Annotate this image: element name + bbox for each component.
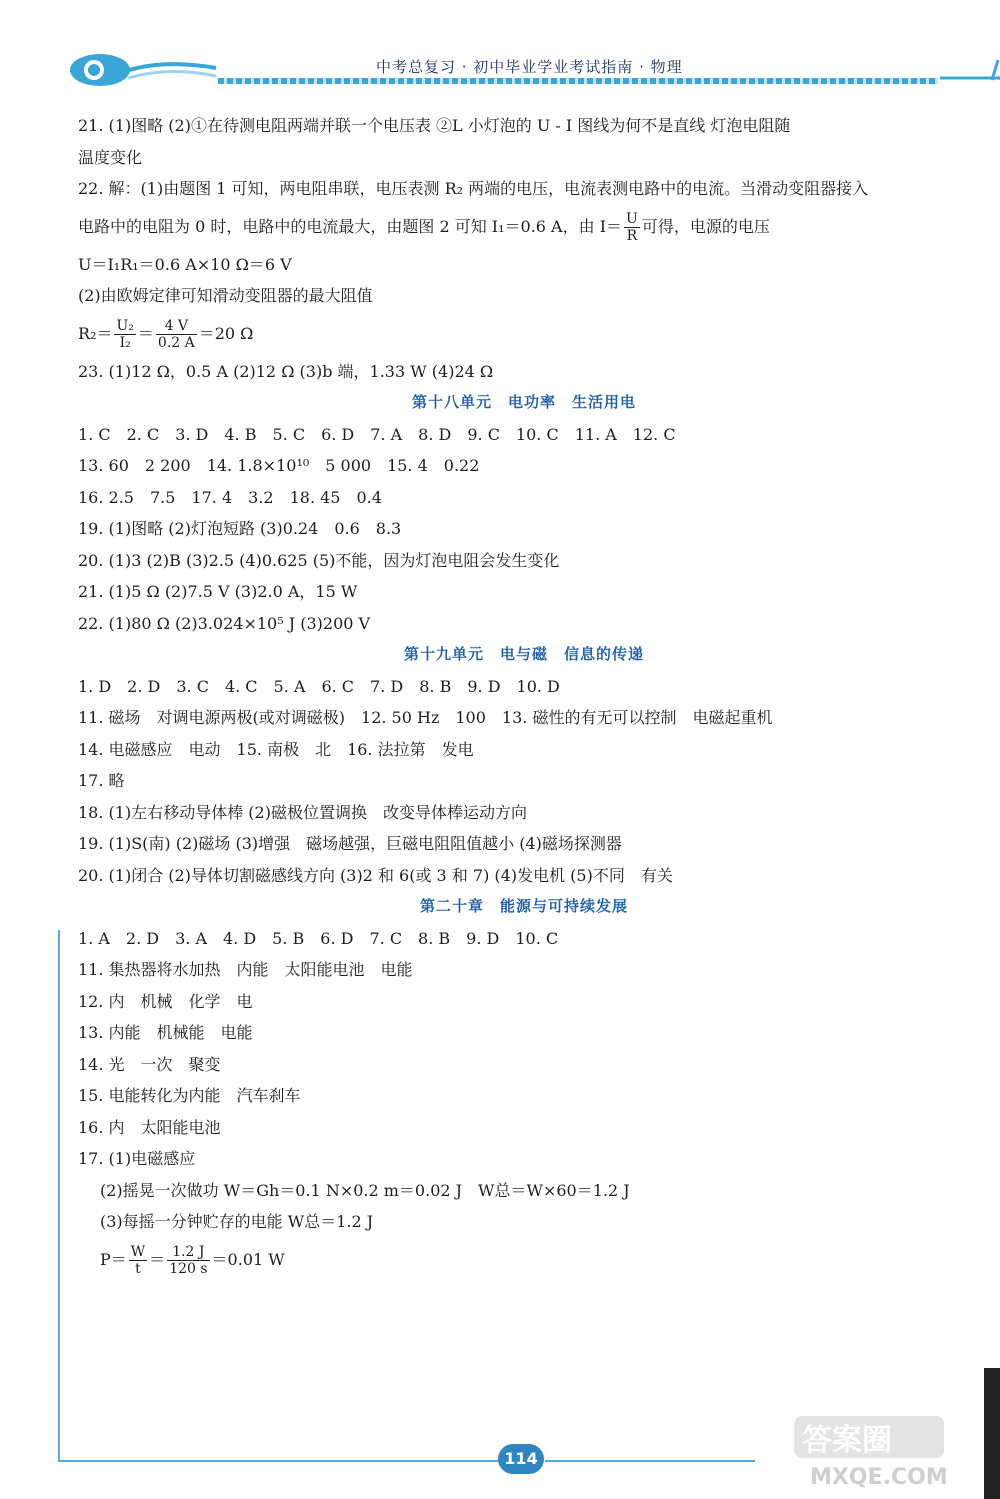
answer-line: 16. 内 太阳能电池	[78, 1117, 221, 1137]
text-segment: P＝	[100, 1249, 127, 1269]
fraction-numerator: 4 V	[156, 318, 197, 335]
answer-line: 19. (1)S(南) (2)磁场 (3)增强 磁场越强，巨磁电阻阻值越小 (4)磁场探测器	[78, 834, 622, 853]
answer-line: 14. 电磁感应 电动 15. 南极 北 16. 法拉第 发电	[78, 739, 474, 759]
fraction-numerator: U	[626, 210, 638, 227]
answer-line: 20. (1)闭合 (2)导体切割磁感线方向 (3)2 和 6(或 3 和 7) (4)发电机 (5)不同 有关	[78, 865, 673, 885]
text-segment: ＝20 Ω	[198, 323, 254, 343]
answer-line	[78, 312, 970, 356]
answer-line	[78, 205, 970, 249]
fraction	[624, 211, 640, 244]
answer-line: 22. (1)80 Ω (2)3.024×10⁵ J (3)200 V	[78, 613, 371, 633]
fraction-numerator: 1.2 J	[167, 1244, 209, 1261]
answer-line: 11. 集热器将水加热 内能 太阳能电池 电能	[78, 960, 413, 979]
text-segment: 可得，电源的电压	[641, 216, 770, 236]
answer-line: 11. 磁场 对调电源两极(或对调磁极) 12. 50 Hz 100 13. 磁性的有无可以控制 电磁起重机	[78, 708, 773, 727]
watermark-cn-text: 答案圈	[802, 1423, 892, 1458]
fraction-denominator: 120 s	[169, 1260, 208, 1277]
page-number: 114	[498, 1444, 544, 1474]
text-segment: 电路中的电阻为 0 时，电路中的电流最大，由题图 2 可知 I₁＝0.6 A，由 I＝	[78, 216, 623, 236]
answer-line: 17. 略	[78, 771, 125, 790]
text-segment: ＝0.01 W	[211, 1249, 285, 1269]
answer-line: 15. 电能转化为内能 汽车刹车	[78, 1086, 301, 1105]
answer-line: (2)摇晃一次做功 W＝Gh＝0.1 N×0.2 m＝0.02 J W总＝W×60＝1.2 J	[100, 1180, 630, 1200]
fraction	[167, 1244, 209, 1277]
answer-line: 1. C 2. C 3. D 4. B 5. C 6. D 7. A 8. D 9. C 10. C 11. A 12. C	[78, 424, 676, 444]
fraction-denominator: 0.2 A	[157, 334, 195, 351]
fraction	[129, 1244, 147, 1277]
answer-line: 13. 内能 机械能 电能	[78, 1023, 253, 1042]
answer-line: 13. 60 2 200 14. 1.8×10¹⁰ 5 000 15. 4 0.22	[78, 456, 480, 475]
fraction-denominator: t	[135, 1260, 141, 1277]
answer-line: (3)每摇一分钟贮存的电能 W总＝1.2 J	[100, 1212, 374, 1231]
header-rule	[218, 78, 938, 84]
fraction-denominator: I₂	[119, 334, 131, 351]
answer-line: 18. (1)左右移动导体棒 (2)磁极位置调换 改变导体棒运动方向	[78, 802, 527, 822]
answer-content	[78, 110, 970, 1282]
page-header	[68, 52, 968, 88]
page-border-bottom-right	[545, 1460, 755, 1462]
fraction-numerator: W	[130, 1243, 146, 1260]
text-segment: ＝	[149, 1249, 166, 1269]
page-border-left	[58, 930, 60, 1460]
answer-line: 1. A 2. D 3. A 4. D 5. B 6. D 7. C 8. B 9. D 10. C	[78, 928, 559, 948]
answer-line: (2)由欧姆定律可知滑动变阻器的最大阻值	[78, 286, 373, 305]
answer-line: 12. 内 机械 化学 电	[78, 991, 253, 1011]
answer-line	[78, 1238, 970, 1282]
section-heading: 第十八单元 电功率 生活用电	[411, 393, 636, 411]
header-logo-icon	[68, 52, 218, 88]
answer-line: 16. 2.5 7.5 17. 4 3.2 18. 45 0.4	[78, 487, 382, 507]
watermark-logo-icon	[790, 1412, 980, 1492]
page-border-bottom	[58, 1460, 498, 1462]
text-segment: ＝	[137, 323, 154, 343]
watermark-en-text: MXQE.COM	[810, 1465, 948, 1490]
section-heading: 第二十章 能源与可持续发展	[419, 897, 628, 915]
answer-line: 14. 光 一次 聚变	[78, 1054, 221, 1074]
fraction-denominator: R	[626, 227, 638, 244]
header-hatch-icon	[940, 58, 1000, 82]
answer-line: 17. (1)电磁感应	[78, 1149, 196, 1168]
answer-line: U＝I₁R₁＝0.6 A×10 Ω＝6 V	[78, 254, 292, 274]
answer-line: 23. (1)12 Ω，0.5 A (2)12 Ω (3)b 端，1.33 W (4)24 Ω	[78, 361, 494, 381]
header-title: 中考总复习 · 初中毕业学业考试指南 · 物理	[376, 58, 683, 76]
answer-line: 21. (1)图略 (2)①在待测电阻两端并联一个电压表 ②L 小灯泡的 U - I 图线为何不是直线 灯泡电阻随	[78, 116, 791, 135]
fraction	[114, 318, 135, 351]
answer-line: 19. (1)图略 (2)灯泡短路 (3)0.24 0.6 8.3	[78, 519, 402, 538]
page-corner-shadow	[984, 1368, 1000, 1499]
answer-line: 1. D 2. D 3. C 4. C 5. A 6. C 7. D 8. B 9. D 10. D	[78, 676, 560, 696]
answer-line: 22. 解：(1)由题图 1 可知，两电阻串联，电压表测 R₂ 两端的电压，电流表测电路中的电流。当滑动变阻器接入	[78, 179, 869, 198]
answer-line: 温度变化	[78, 147, 143, 167]
fraction	[156, 318, 197, 351]
answer-line: 21. (1)5 Ω (2)7.5 V (3)2.0 A，15 W	[78, 582, 358, 601]
text-segment: R₂＝	[78, 323, 113, 343]
answer-line: 20. (1)3 (2)B (3)2.5 (4)0.625 (5)不能，因为灯泡电阻会发生变化	[78, 550, 560, 570]
section-heading: 第十九单元 电与磁 信息的传递	[403, 645, 644, 663]
fraction-numerator: U₂	[116, 317, 134, 334]
